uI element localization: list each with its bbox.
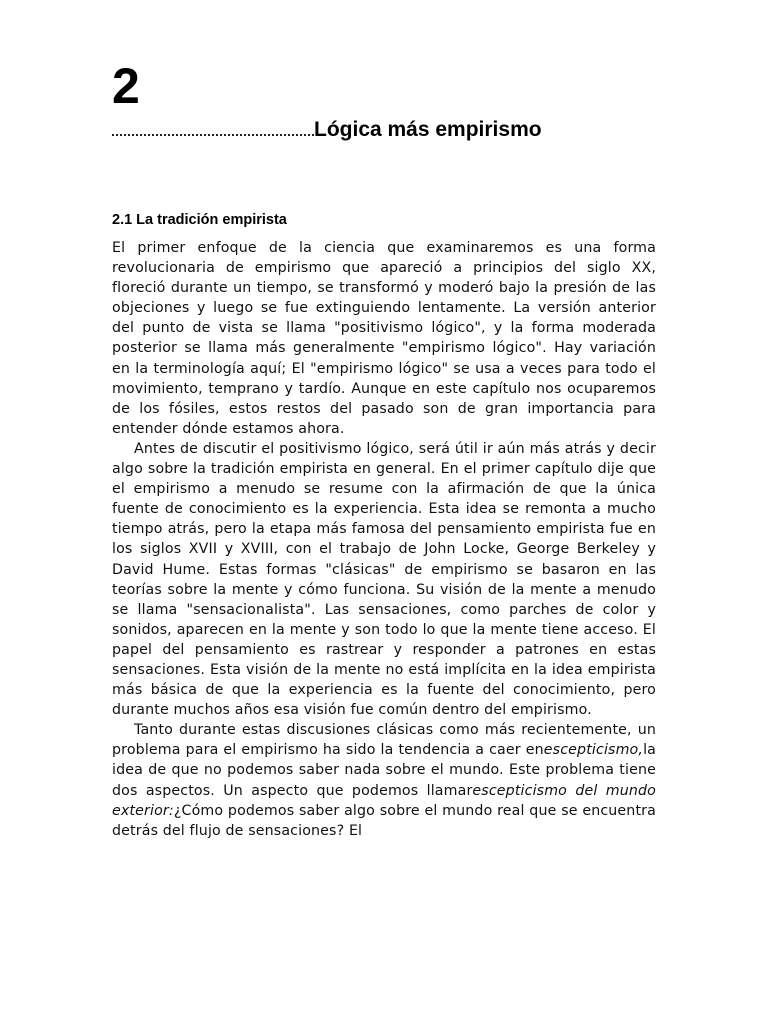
paragraph-3-part2: la idea de que no podemos saber nada sobre el mundo. Este problema tiene dos aspectos. Un aspecto que podemos llamar (112, 742, 656, 799)
section-heading: 2.1 La tradición empirista (112, 212, 287, 228)
paragraph-3-part3: ¿Cómo podemos saber algo sobre el mundo real que se encuentra detrás del flujo de sensaciones? El (112, 802, 656, 839)
paragraph-2: Antes de discutir el positivismo lógico, será útil ir aún más atrás y decir algo sobre la tradición empirista en general. En el primer capítulo dije que el empirismo a menudo se resume con la afirmación de que la única fuente de conocimiento es la experiencia. Esta idea se remonta a mucho tiempo atrás, pero la etapa más famosa del pensamiento empirista fue en los siglos XVII y XVIII, con el trabajo de John Locke, George Berkeley y David Hume. Estas formas "clásicas" de empirismo se basaron en las teorías sobre la mente y cómo funciona. Su visión de la mente a menudo se llama "sensacionalista". Las sensaciones, como parches de color y sonidos, aparecen en la mente y son todo lo que la mente tiene acceso. El papel del pensamiento es rastrear y responder a patrones en estas sensaciones. Esta visión de la mente no está implícita en la idea empirista más básica de que la experiencia es la fuente del conocimiento, pero durante muchos años esa visión fue común dentro del empirismo. (112, 440, 656, 719)
paragraph-1: El primer enfoque de la ciencia que examinaremos es una forma revolucionaria de empirismo que apareció a principios del siglo XX, floreció durante un tiempo, se transformó y moderó bajo la presión de las objeciones y luego se fue extinguiendo lentamente. La versión anterior del punto de vista se llama "positivismo lógico", y la forma moderada posterior se llama más generalmente "empirismo lógico". Hay variación en la terminología aquí; El "empirismo lógico" se usa a veces para todo el movimiento, temprano y tardío. Aunque en este capítulo nos ocuparemos de los fósiles, estos restos del pasado son de gran importancia para entender dónde estamos ahora. (112, 240, 656, 437)
chapter-number: 2 (112, 58, 140, 114)
paragraph-3-italic-2: escepticismo del mundo exterior: (112, 782, 656, 819)
chapter-title-row (112, 116, 656, 142)
paragraph-3-part1: Tanto durante estas discusiones clásicas como más recientemente, un problema para el empirismo ha sido la tendencia a caer en (112, 722, 656, 759)
document-page (112, 58, 656, 841)
dotted-rule (112, 134, 314, 136)
paragraph-3-italic-1: escepticismo, (543, 742, 644, 759)
chapter-title: Lógica más empirismo (314, 118, 542, 141)
paragraph-3 (112, 720, 656, 841)
